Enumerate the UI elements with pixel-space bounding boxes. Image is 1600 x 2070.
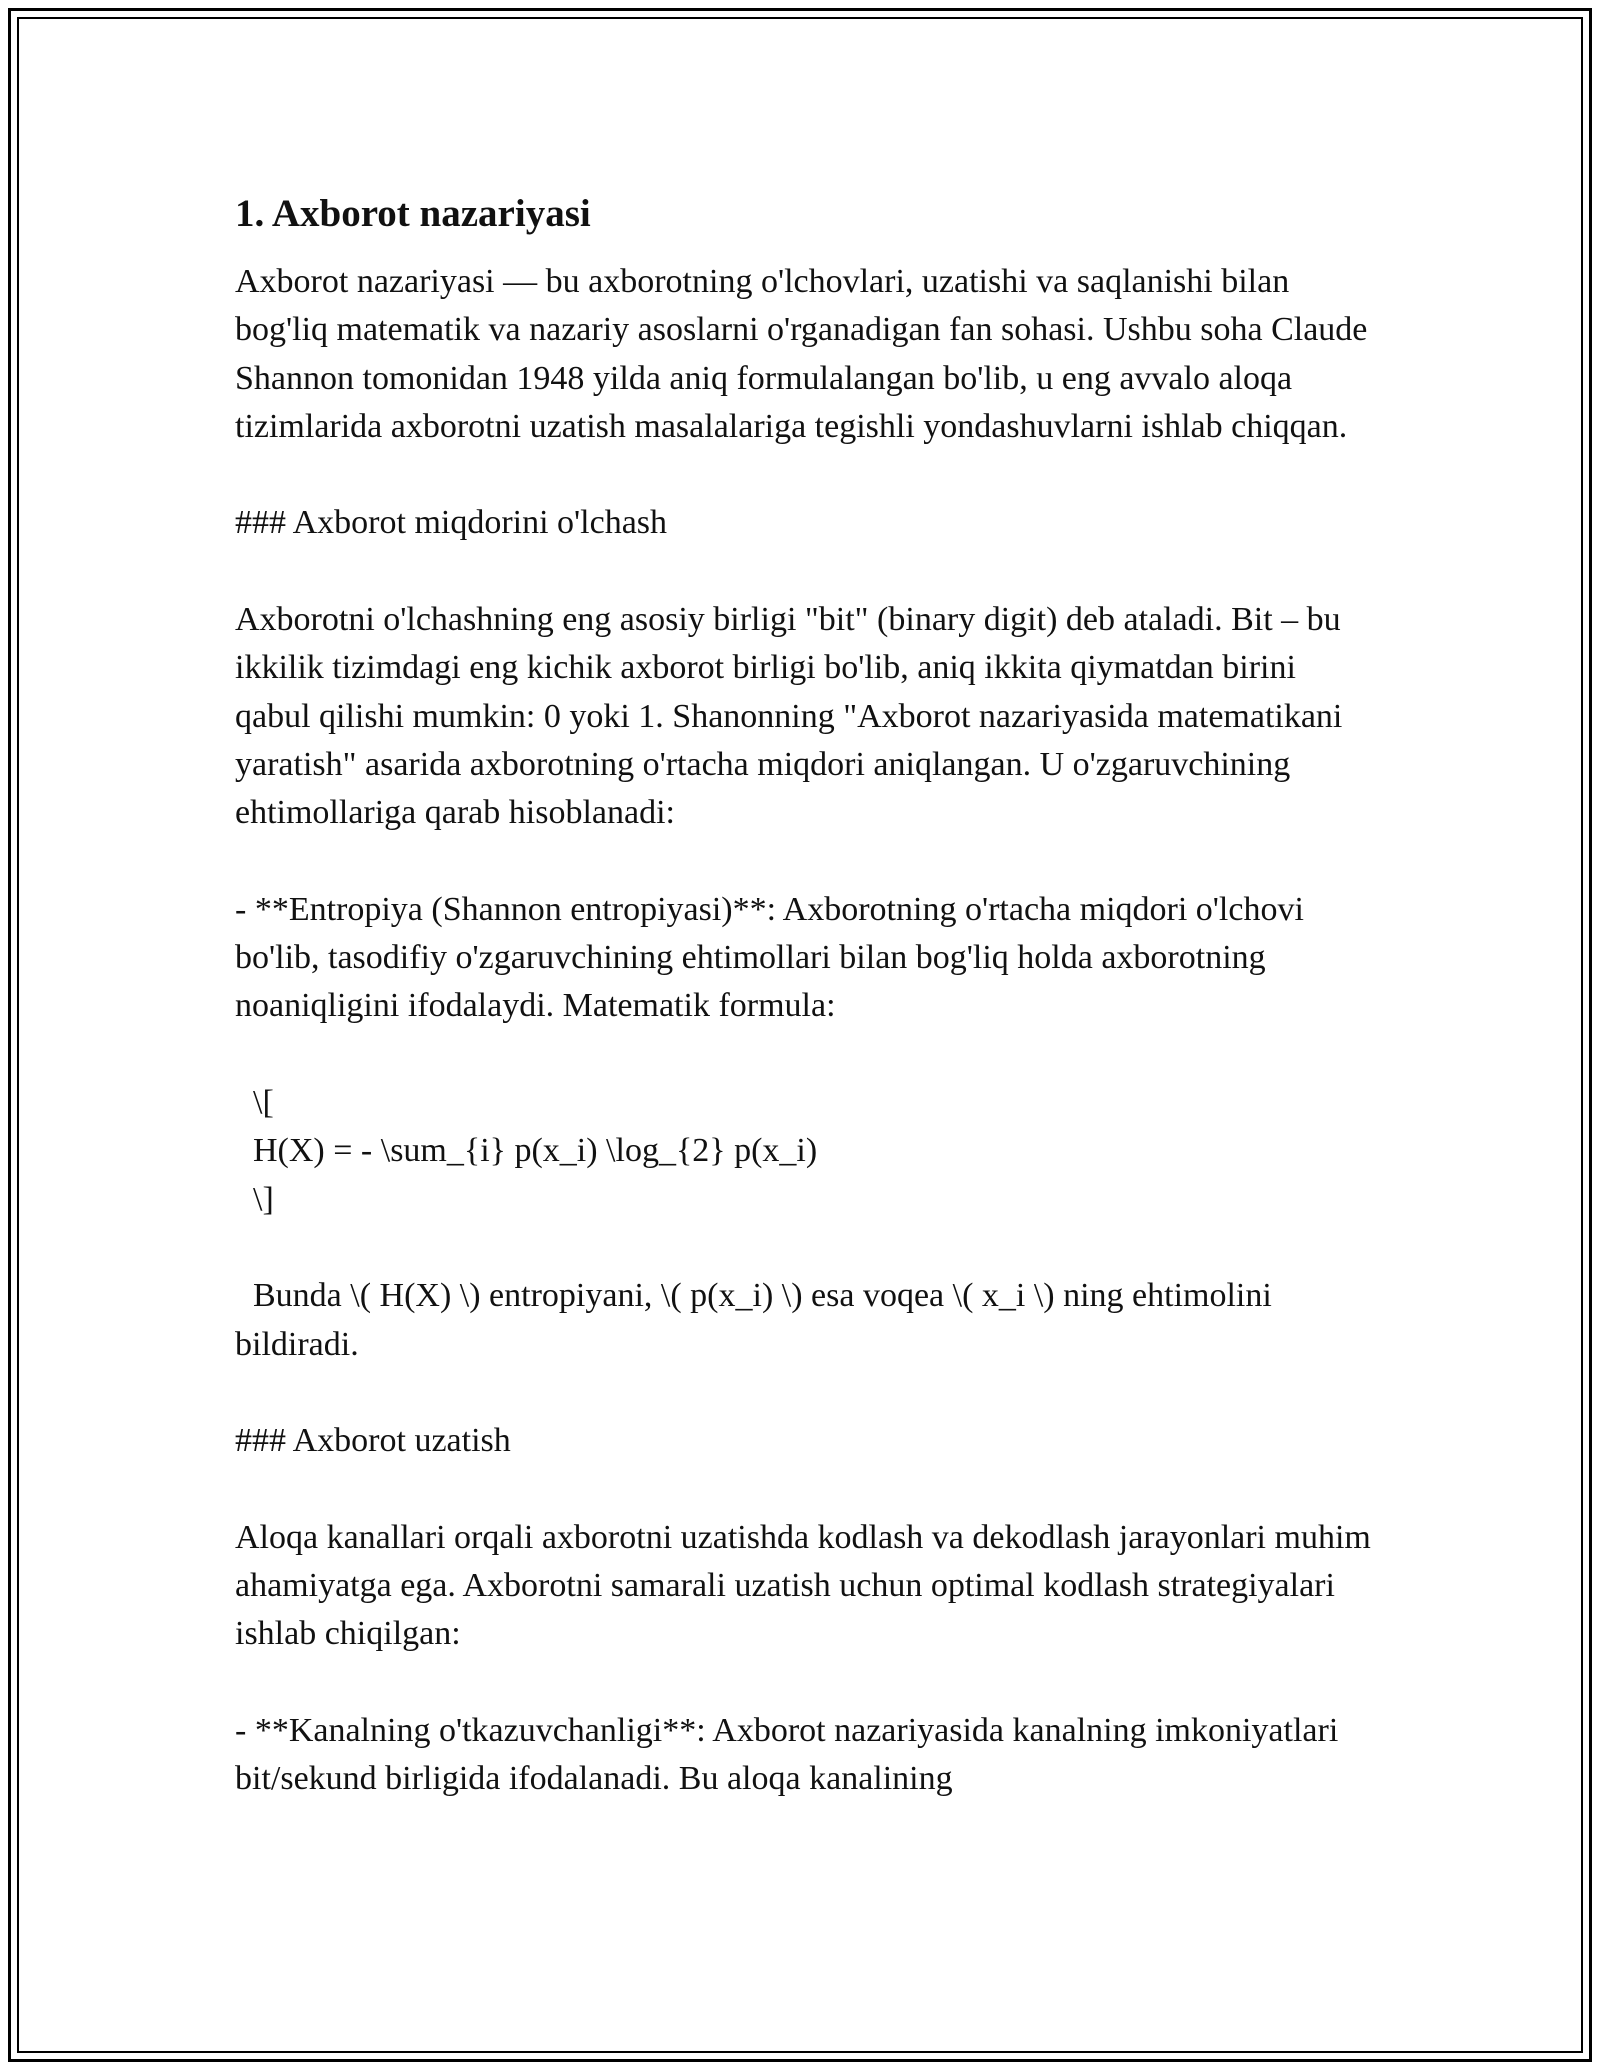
formula-close-delimiter: \] xyxy=(253,1180,274,1218)
formula-open-delimiter: \[ xyxy=(253,1084,274,1122)
formula-expression: H(X) = - \sum_{i} p(x_i) \log_{2} p(x_i) xyxy=(253,1132,818,1170)
section-heading-transfer: ### Axborot uzatish xyxy=(235,1422,511,1460)
section-heading-measure: ### Axborot miqdorini o'lchash xyxy=(235,504,668,542)
intro-paragraph: Axborot nazariyasi — bu axborotning o'lchovlari, uzatishi va saqlanishi bilan bog'liq matematik va nazariy asoslarni o'rganadigan fan sohasi. Ushbu soha Claude Shannon tomonidan 1948 yilda aniq formulalangan bo'lib, u eng avvalo aloqa tizimlarida axborotni uzatish masalalariga tegishli yondashuvlarni ishlab chiqqan. xyxy=(235,263,1376,445)
formula-explanation: Bunda \( H(X) \) entropiyani, \( p(x_i) \) esa voqea \( x_i \) ning ehtimolini bildiradi. xyxy=(235,1277,1281,1363)
document-body xyxy=(235,186,1380,1852)
document-title: 1. Axborot nazariyasi xyxy=(235,192,591,235)
entropy-list-item: - **Entropiya (Shannon entropiyasi)**: Axborotning o'rtacha miqdori o'lchovi bo'lib, tasodifiy o'zgaruvchining ehtimollari bilan bog'liq holda axborotning noaniqligini ifodalaydi. Matematik formula: xyxy=(235,890,1313,1025)
measure-paragraph: Axborotni o'lchashning eng asosiy birligi "bit" (binary digit) deb ataladi. Bit – bu ikkilik tizimdagi eng kichik axborot birligi bo'lib, aniq ikkita qiymatdan birini qabul qilishi mumkin: 0 yoki 1. Shanonning "Axborot nazariyasida matematikani yaratish" asarida axborotning o'rtacha miqdori aniqlangan. U o'zgaruvchining ehtimollariga qarab hisoblanadi: xyxy=(235,601,1351,832)
formula-block xyxy=(235,1079,1375,1224)
capacity-list-item: - **Kanalning o'tkazuvchanligi**: Axborot nazariyasida kanalning imkoniyatlari bit/sekund birligida ifodalanadi. Bu aloqa kanalining xyxy=(235,1711,1347,1798)
transfer-paragraph: Aloqa kanallari orqali axborotni uzatishda kodlash va dekodlash jarayonlari muhim ahamiyatga ega. Axborotni samarali uzatish uchun optimal kodlash strategiyalari ishlab chiqilgan: xyxy=(235,1518,1380,1653)
